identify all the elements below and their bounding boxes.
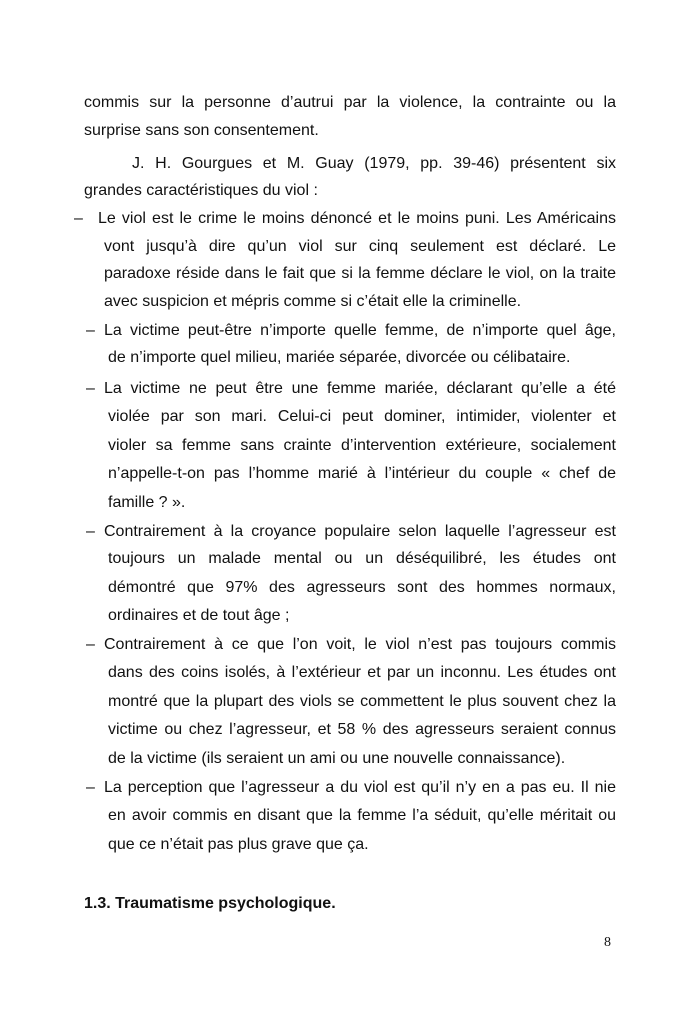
bullet-line: La perception que l’agresseur a du viol est qu’il n’y en a pas eu. Il nie xyxy=(104,779,616,796)
bullet-line: avec suspicion et mépris comme si c’était elle la criminelle. xyxy=(104,293,522,310)
bullet-line: démontré que 97% des agresseurs sont des hommes normaux, xyxy=(108,579,616,596)
bullet-line: Contrairement à ce que l’on voit, le viol n’est pas toujours commis xyxy=(104,636,616,653)
bullet-line: que ce n’était pas plus grave que ça. xyxy=(108,836,369,853)
page-number: 8 xyxy=(604,935,611,950)
bullet-dash: – xyxy=(86,523,95,540)
bullet-line: toujours un malade mental ou un déséquilibré, les études ont xyxy=(108,550,616,567)
bullet-line: de la victime (ils seraient un ami ou une nouvelle connaissance). xyxy=(108,750,566,767)
intro-line: commis sur la personne d’autrui par la violence, la contrainte ou la xyxy=(84,94,616,111)
bullet-line: dans des coins isolés, à l’extérieur et par un inconnu. Les études ont xyxy=(108,664,616,681)
bullet-line: victime ou chez l’agresseur, et 58 % des agresseurs seraient connus xyxy=(108,721,616,738)
bullet-line: Le viol est le crime le moins dénoncé et le moins puni. Les Américains xyxy=(98,210,616,227)
bullet-line: en avoir commis en disant que la femme l’a séduit, qu’elle méritait ou xyxy=(108,807,616,824)
bullet-line: La victime peut-être n’importe quelle femme, de n’importe quel âge, xyxy=(104,322,616,339)
bullet-dash: – xyxy=(86,322,95,339)
bullet-line: n’appelle-t-on pas l’homme marié à l’intérieur du couple « chef de xyxy=(108,465,616,482)
bullet-line: violer sa femme sans crainte d’intervention extérieure, socialement xyxy=(108,437,616,454)
bullet-dash: – xyxy=(74,210,83,227)
bullet-dash: – xyxy=(86,779,95,796)
citation-line: grandes caractéristiques du viol : xyxy=(84,182,318,199)
bullet-line: de n’importe quel milieu, mariée séparée, divorcée ou célibataire. xyxy=(108,349,571,366)
bullet-line: vont jusqu’à dire qu’un viol sur cinq seulement est déclaré. Le xyxy=(104,238,616,255)
bullet-dash: – xyxy=(86,636,95,653)
bullet-line: montré que la plupart des viols se commettent le plus souvent chez la xyxy=(108,693,616,710)
bullet-line: ordinaires et de tout âge ; xyxy=(108,607,290,624)
citation-line: J. H. Gourgues et M. Guay (1979, pp. 39-46) présentent six xyxy=(132,155,616,172)
bullet-line: violée par son mari. Celui-ci peut dominer, intimider, violenter et xyxy=(108,408,616,425)
bullet-line: La victime ne peut être une femme mariée, déclarant qu’elle a été xyxy=(104,380,616,397)
bullet-line: Contrairement à la croyance populaire selon laquelle l’agresseur est xyxy=(104,523,616,540)
bullet-dash: – xyxy=(86,380,95,397)
section-heading: 1.3. Traumatisme psychologique. xyxy=(84,895,336,912)
bullet-line: paradoxe réside dans le fait que si la femme déclare le viol, on la traite xyxy=(104,265,616,282)
intro-line: surprise sans son consentement. xyxy=(84,122,319,139)
bullet-line: famille ? ». xyxy=(108,494,186,511)
